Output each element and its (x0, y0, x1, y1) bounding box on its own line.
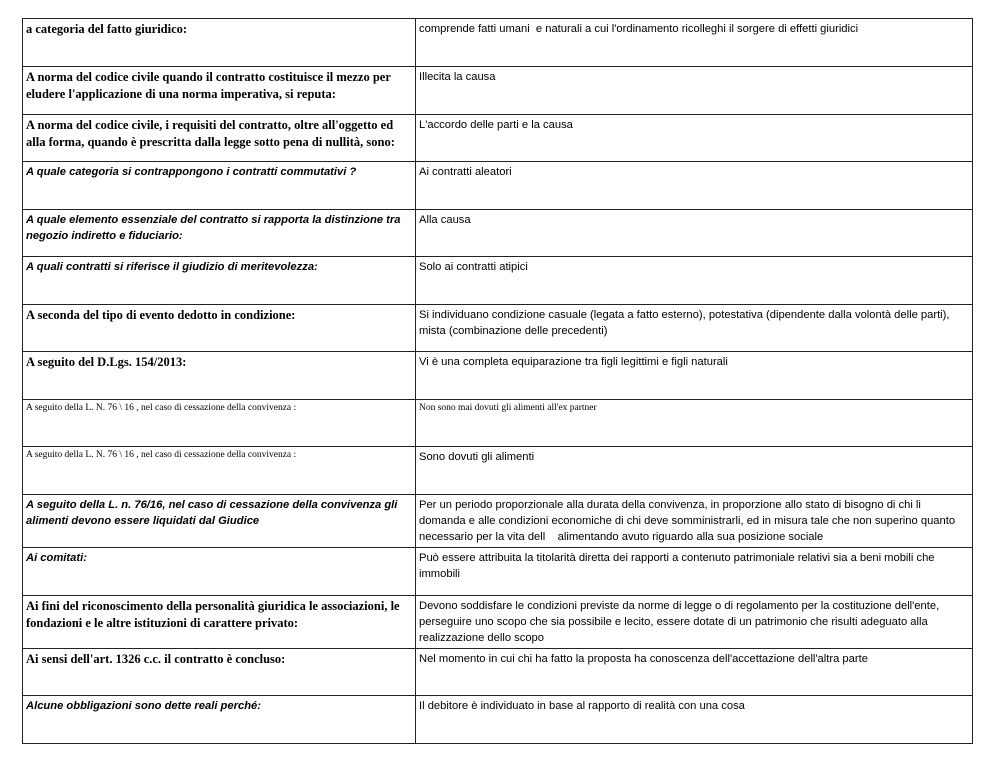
answer-text: Illecita la causa (419, 71, 496, 83)
table-row (23, 548, 973, 596)
answer-text: Si individuano condizione casuale (legata a fatto esterno), potestativa (dipendente dalla volontà delle parti), mista (combinazione delle precedenti) (419, 309, 953, 337)
table-row (23, 596, 973, 649)
question-text: A seguito della L. N. 76 \ 16 , nel caso di cessazione della convivenza : (26, 403, 297, 413)
question-text: A seguito della L. N. 76 \ 16 , nel caso di cessazione della convivenza : (26, 450, 297, 460)
answer-text: Devono soddisfare le condizioni previste da norme di legge o di regolamento per la costituzione dell'ente, perseguire uno scopo che sia possibile e lecito, essere dotate di un patrimonio che risulti adeguato alla realizzazione dello scopo (419, 600, 943, 644)
answer-cell (416, 162, 973, 210)
question-text: A quale categoria si contrappongono i contratti commutativi ? (26, 166, 357, 178)
question-text: Ai fini del riconoscimento della personalità giuridica le associazioni, le fondazioni e le altre istituzioni di carattere privato: (26, 599, 403, 630)
table-row (23, 67, 973, 115)
question-text: A norma del codice civile, i requisiti del contratto, oltre all'oggetto ed alla forma, quando è prescritta dalla legge sotto pena di nullità, sono: (26, 118, 397, 149)
question-text: A seguito della L. n. 76/16, nel caso di cessazione della convivenza gli alimenti devono essere liquidati dal Giudice (26, 499, 401, 527)
answer-cell (416, 548, 973, 596)
answer-text: Sono dovuti gli alimenti (419, 451, 535, 463)
answer-text: Per un periodo proporzionale alla durata della convivenza, in proporzione allo stato di bisogno di chi li domanda e alle condizioni economiche di chi deve somministrarli, ed in misura tale che non superino quanto necessario per la vita dell alimentando avuto riguardo alla sua posizione sociale (419, 499, 959, 543)
answer-cell (416, 210, 973, 257)
answer-cell (416, 696, 973, 744)
table-row (23, 162, 973, 210)
question-cell (23, 548, 416, 596)
question-text: Ai comitati: (26, 552, 87, 564)
answer-cell (416, 67, 973, 115)
question-cell (23, 400, 416, 447)
answer-text: Solo ai contratti atipici (419, 261, 528, 273)
table-row (23, 352, 973, 400)
question-text: A quali contratti si riferisce il giudizio di meritevolezza: (26, 261, 318, 273)
question-text: A seguito del D.Lgs. 154/2013: (26, 355, 187, 369)
table-row (23, 447, 973, 495)
table-row (23, 696, 973, 744)
answer-text: L'accordo delle parti e la causa (419, 119, 573, 131)
answer-text: comprende fatti umani e naturali a cui l'ordinamento ricolleghi il sorgere di effetti giuridici (419, 23, 859, 35)
question-text: A quale elemento essenziale del contratto si rapporta la distinzione tra negozio indiretto e fiduciario: (26, 214, 404, 242)
question-text: A norma del codice civile quando il contratto costituisce il mezzo per eludere l'applicazione di una norma imperativa, si reputa: (26, 70, 394, 101)
question-cell (23, 257, 416, 305)
question-text: Ai sensi dell'art. 1326 c.c. il contratto è concluso: (26, 652, 286, 666)
table-row (23, 400, 973, 447)
answer-text: Il debitore è individuato in base al rapporto di realità con una cosa (419, 700, 745, 712)
table-row (23, 115, 973, 162)
answer-cell (416, 115, 973, 162)
answer-text: Ai contratti aleatori (419, 166, 512, 178)
question-cell (23, 696, 416, 744)
question-cell (23, 649, 416, 696)
answer-text: Nel momento in cui chi ha fatto la proposta ha conoscenza dell'accettazione dell'altra parte (419, 653, 868, 665)
answer-cell (416, 649, 973, 696)
answer-cell (416, 352, 973, 400)
question-cell (23, 210, 416, 257)
question-cell (23, 305, 416, 352)
question-cell (23, 352, 416, 400)
question-text: A seconda del tipo di evento dedotto in condizione: (26, 308, 296, 322)
question-cell (23, 115, 416, 162)
table-row (23, 649, 973, 696)
table-row (23, 495, 973, 548)
question-text: a categoria del fatto giuridico: (26, 22, 188, 36)
question-text: Alcune obbligazioni sono dette reali perché: (26, 700, 261, 712)
answer-cell (416, 596, 973, 649)
table-row (23, 305, 973, 352)
answer-cell (416, 305, 973, 352)
question-cell (23, 162, 416, 210)
table-row (23, 19, 973, 67)
question-cell (23, 596, 416, 649)
qa-table (22, 18, 973, 744)
table-row (23, 257, 973, 305)
question-cell (23, 67, 416, 115)
answer-text: Non sono mai dovuti gli alimenti all'ex partner (419, 403, 597, 413)
answer-cell (416, 447, 973, 495)
answer-cell (416, 257, 973, 305)
answer-text: Può essere attribuita la titolarità diretta dei rapporti a contenuto patrimoniale relativi sia a beni mobili che immobili (419, 552, 938, 580)
question-cell (23, 19, 416, 67)
answer-cell (416, 495, 973, 548)
answer-cell (416, 400, 973, 447)
answer-text: Vi è una completa equiparazione tra figli legittimi e figli naturali (419, 356, 728, 368)
table-row (23, 210, 973, 257)
answer-text: Alla causa (419, 214, 471, 226)
question-cell (23, 447, 416, 495)
answer-cell (416, 19, 973, 67)
question-cell (23, 495, 416, 548)
